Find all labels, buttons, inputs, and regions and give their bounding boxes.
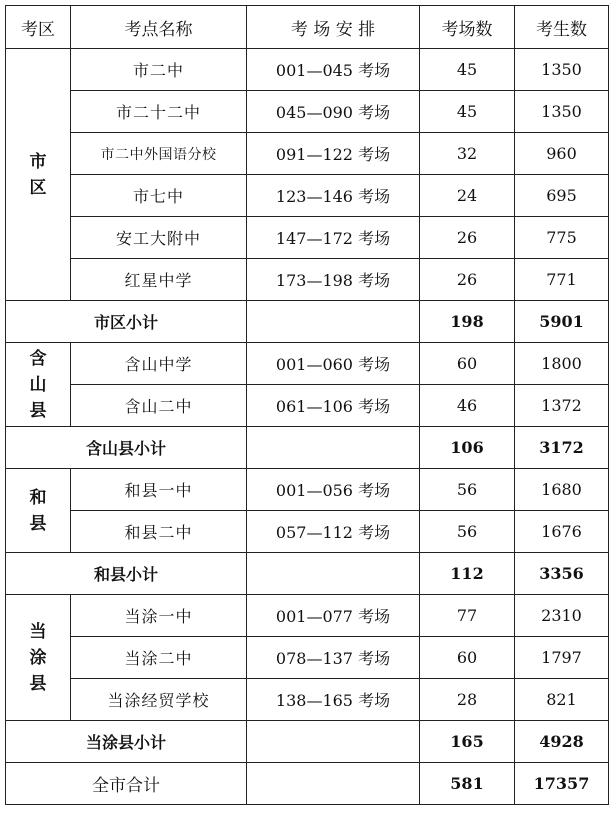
room-arrangement: 123—146 考场 [247, 175, 420, 217]
student-count: 1797 [515, 637, 609, 679]
subtotal-arrangement-empty [247, 427, 420, 469]
school-name: 当涂经贸学校 [71, 679, 247, 721]
student-count: 1372 [515, 385, 609, 427]
header-school: 考点名称 [71, 6, 247, 49]
district-char: 山 [29, 374, 47, 395]
room-count: 60 [420, 343, 515, 385]
student-count: 775 [515, 217, 609, 259]
school-name: 当涂二中 [71, 637, 247, 679]
table-row [6, 637, 609, 679]
subtotal-arrangement-empty [247, 721, 420, 763]
room-count: 60 [420, 637, 515, 679]
table-row [6, 595, 609, 637]
room-arrangement: 061—106 考场 [247, 385, 420, 427]
district-char: 县 [29, 673, 47, 694]
table-row [6, 259, 609, 301]
student-count: 1800 [515, 343, 609, 385]
district-cell [6, 343, 71, 427]
subtotal-label: 含山县小计 [6, 427, 247, 469]
room-count: 45 [420, 49, 515, 91]
room-arrangement: 001—056 考场 [247, 469, 420, 511]
district-char: 市 [29, 151, 47, 172]
total-arrangement-empty [247, 763, 420, 805]
student-count: 821 [515, 679, 609, 721]
subtotal-row [6, 427, 609, 469]
table-row [6, 343, 609, 385]
school-name: 市二中外国语分校 [71, 133, 247, 175]
room-arrangement: 001—077 考场 [247, 595, 420, 637]
subtotal-arrangement-empty [247, 553, 420, 595]
table-row [6, 679, 609, 721]
school-name: 和县二中 [71, 511, 247, 553]
room-arrangement: 045—090 考场 [247, 91, 420, 133]
subtotal-student-count: 3172 [515, 427, 609, 469]
subtotal-student-count: 5901 [515, 301, 609, 343]
subtotal-row [6, 553, 609, 595]
room-arrangement: 138—165 考场 [247, 679, 420, 721]
school-name: 市二十二中 [71, 91, 247, 133]
table-row [6, 385, 609, 427]
table-row [6, 91, 609, 133]
room-arrangement: 147—172 考场 [247, 217, 420, 259]
total-room-count: 581 [420, 763, 515, 805]
header-student-count: 考生数 [515, 6, 609, 49]
student-count: 960 [515, 133, 609, 175]
district-cell [6, 595, 71, 721]
room-count: 26 [420, 259, 515, 301]
student-count: 1676 [515, 511, 609, 553]
district-char: 含 [29, 348, 47, 369]
room-arrangement: 091—122 考场 [247, 133, 420, 175]
school-name: 当涂一中 [71, 595, 247, 637]
school-name: 含山中学 [71, 343, 247, 385]
district-cell [6, 469, 71, 553]
total-student-count: 17357 [515, 763, 609, 805]
room-arrangement: 078—137 考场 [247, 637, 420, 679]
district-char: 涂 [29, 647, 47, 668]
subtotal-label: 和县小计 [6, 553, 247, 595]
room-count: 56 [420, 469, 515, 511]
room-arrangement: 057—112 考场 [247, 511, 420, 553]
student-count: 2310 [515, 595, 609, 637]
district-char: 当 [29, 621, 47, 642]
student-count: 695 [515, 175, 609, 217]
room-arrangement: 001—045 考场 [247, 49, 420, 91]
school-name: 市七中 [71, 175, 247, 217]
header-district: 考区 [6, 6, 71, 49]
district-char: 县 [29, 400, 47, 421]
table-row [6, 49, 609, 91]
student-count: 1680 [515, 469, 609, 511]
subtotal-student-count: 4928 [515, 721, 609, 763]
subtotal-room-count: 106 [420, 427, 515, 469]
total-label: 全市合计 [6, 763, 247, 805]
school-name: 安工大附中 [71, 217, 247, 259]
room-count: 56 [420, 511, 515, 553]
district-char: 和 [29, 487, 47, 508]
room-count: 24 [420, 175, 515, 217]
school-name: 红星中学 [71, 259, 247, 301]
subtotal-student-count: 3356 [515, 553, 609, 595]
table-row [6, 175, 609, 217]
room-arrangement: 173—198 考场 [247, 259, 420, 301]
header-room-count: 考场数 [420, 6, 515, 49]
subtotal-arrangement-empty [247, 301, 420, 343]
room-count: 32 [420, 133, 515, 175]
header-row [6, 6, 609, 49]
table-body [6, 49, 609, 805]
subtotal-row [6, 301, 609, 343]
student-count: 1350 [515, 91, 609, 133]
school-name: 市二中 [71, 49, 247, 91]
room-count: 77 [420, 595, 515, 637]
student-count: 771 [515, 259, 609, 301]
district-char: 区 [29, 177, 47, 198]
subtotal-row [6, 721, 609, 763]
district-char: 县 [29, 513, 47, 534]
table-row [6, 469, 609, 511]
subtotal-label: 市区小计 [6, 301, 247, 343]
student-count: 1350 [515, 49, 609, 91]
total-row [6, 763, 609, 805]
room-count: 45 [420, 91, 515, 133]
table-row [6, 217, 609, 259]
table-row [6, 133, 609, 175]
room-count: 28 [420, 679, 515, 721]
subtotal-room-count: 198 [420, 301, 515, 343]
exam-arrangement-table [5, 5, 609, 805]
room-count: 26 [420, 217, 515, 259]
header-arrangement: 考 场 安 排 [247, 6, 420, 49]
room-count: 46 [420, 385, 515, 427]
school-name: 和县一中 [71, 469, 247, 511]
room-arrangement: 001—060 考场 [247, 343, 420, 385]
district-cell [6, 49, 71, 301]
subtotal-room-count: 112 [420, 553, 515, 595]
table-row [6, 511, 609, 553]
subtotal-room-count: 165 [420, 721, 515, 763]
school-name: 含山二中 [71, 385, 247, 427]
subtotal-label: 当涂县小计 [6, 721, 247, 763]
